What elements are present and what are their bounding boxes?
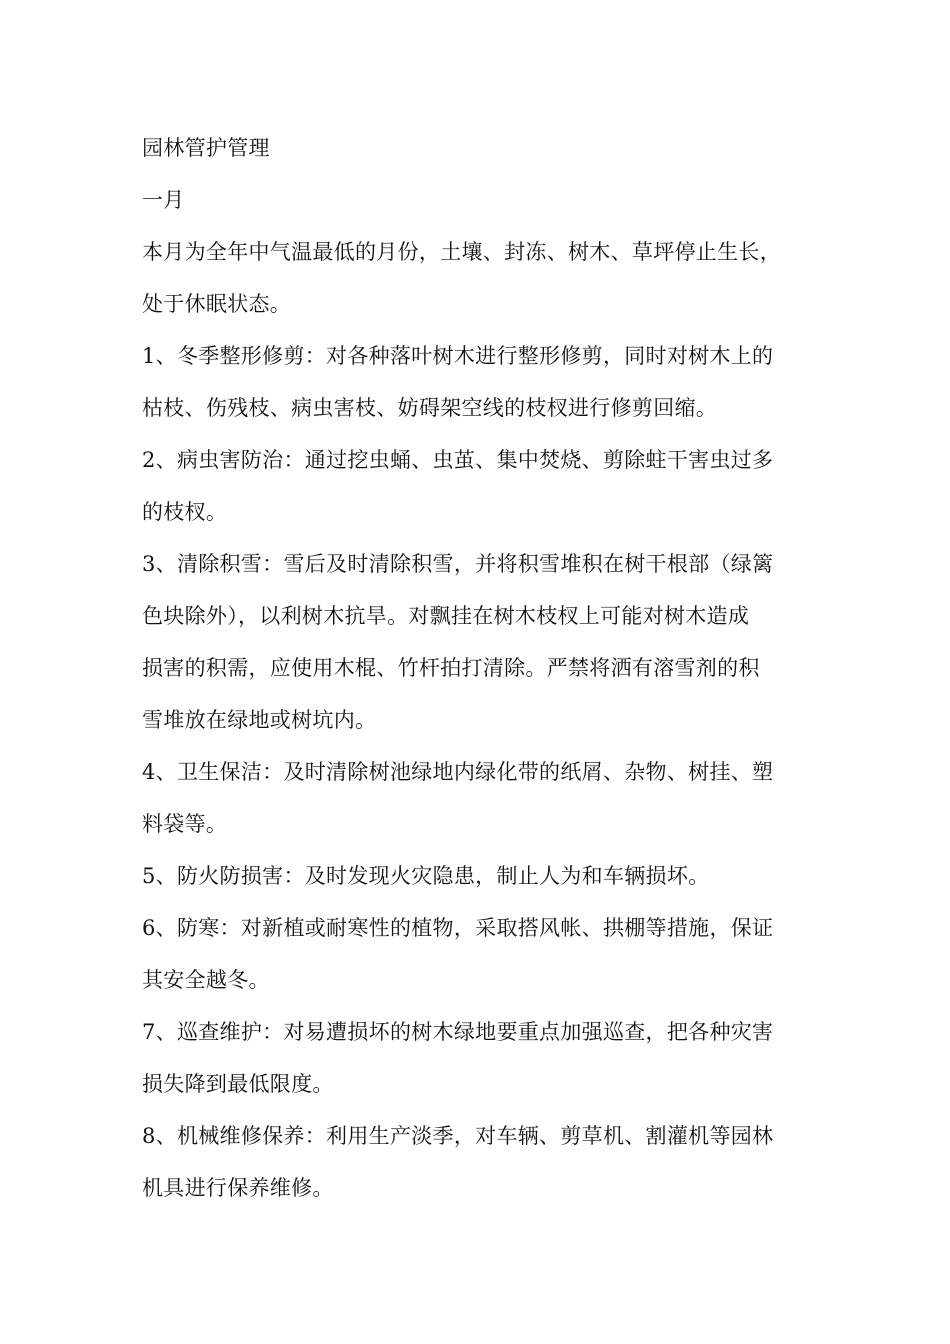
text-line: 损失降到最低限度。 bbox=[142, 1072, 334, 1096]
text-line: 8、机械维修保养：利用生产淡季，对车辆、剪草机、割灌机等园林 bbox=[142, 1124, 774, 1148]
text-line: 本月为全年中气温最低的月份，土壤、封冻、树木、草坪停止生长， bbox=[142, 240, 781, 264]
text-line: 4、卫生保洁：及时清除树池绿地内绿化带的纸屑、杂物、树挂、塑 bbox=[142, 760, 774, 784]
text-line: 1、冬季整形修剪：对各种落叶树木进行整形修剪，同时对树木上的 bbox=[142, 344, 774, 368]
text-line: 5、防火防损害：及时发现火灾隐患，制止人为和车辆损坏。 bbox=[142, 864, 710, 888]
text-line: 枯枝、伤残枝、病虫害枝、妨碍架空线的枝杈进行修剪回缩。 bbox=[142, 396, 718, 420]
text-line: 2、病虫害防治：通过挖虫蛹、虫茧、集中焚烧、剪除蛀干害虫过多 bbox=[142, 448, 774, 472]
text-line: 机具进行保养维修。 bbox=[142, 1176, 334, 1200]
document-body bbox=[142, 122, 806, 1214]
text-line: 雪堆放在绿地或树坑内。 bbox=[142, 708, 377, 732]
text-line: 其安全越冬。 bbox=[142, 968, 270, 992]
month-heading: 一月 bbox=[142, 188, 185, 212]
text-line: 损害的积需，应使用木棍、竹杆拍打清除。严禁将洒有溶雪剂的积 bbox=[142, 656, 760, 680]
document-title: 园林管护管理 bbox=[142, 136, 270, 160]
text-line: 的枝杈。 bbox=[142, 500, 228, 524]
text-line: 料袋等。 bbox=[142, 812, 228, 836]
text-line: 处于休眠状态。 bbox=[142, 292, 292, 316]
text-line: 3、清除积雪：雪后及时清除积雪，并将积雪堆积在树干根部（绿篱 bbox=[142, 552, 774, 576]
text-line: 6、防寒：对新植或耐寒性的植物，采取搭风帐、拱棚等措施，保证 bbox=[142, 916, 774, 940]
text-line: 7、巡查维护：对易遭损坏的树木绿地要重点加强巡查，把各种灾害 bbox=[142, 1020, 774, 1044]
text-line: 色块除外），以利树木抗旱。对飘挂在树木枝杈上可能对树木造成 bbox=[142, 604, 750, 628]
